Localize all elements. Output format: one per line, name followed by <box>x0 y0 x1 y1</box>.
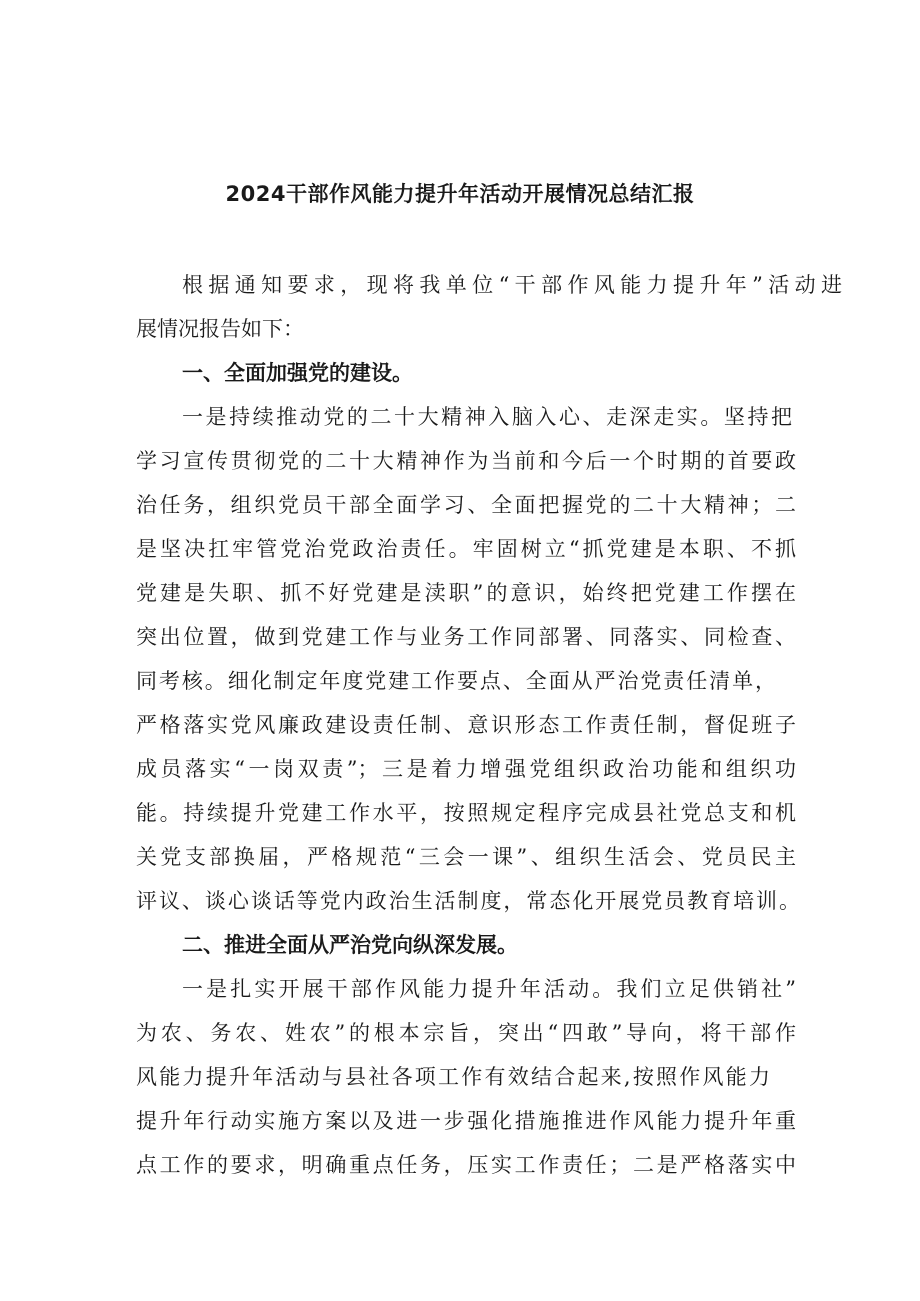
section-heading-2: 二、推进全面从严治党向纵深发展。 <box>182 933 518 957</box>
section-heading-1: 一、全面加强党的建设。 <box>182 361 413 385</box>
paragraph-line: 一是持续推动党的二十大精神入脑入心、走深走实。坚持把 <box>182 405 792 429</box>
intro-line: 根据通知要求，现将我单位“干部作风能力提升年”活动进 <box>182 273 842 297</box>
paragraph-line: 学习宣传贯彻党的二十大精神作为当前和今后一个时期的首要政 <box>136 449 796 473</box>
paragraph-line: 是坚决扛牢管党治党政治责任。牢固树立“抓党建是本职、不抓 <box>136 537 796 561</box>
paragraph-line: 关党支部换届，严格规范“三会一课”、组织生活会、党员民主 <box>136 845 796 869</box>
paragraph-line: 同考核。细化制定年度党建工作要点、全面从严治党责任清单， <box>136 669 776 693</box>
paragraph-line: 风能力提升年活动与县社各项工作有效结合起来,按照作风能力 <box>136 1065 770 1089</box>
paragraph-line: 党建是失职、抓不好党建是渎职”的意识，始终把党建工作摆在 <box>136 581 796 605</box>
paragraph-line: 严格落实党风廉政建设责任制、意识形态工作责任制，督促班子 <box>136 713 796 737</box>
document-title: 2024干部作风能力提升年活动开展情况总结汇报 <box>225 182 695 206</box>
paragraph-line: 评议、谈心谈话等党内政治生活制度，常态化开展党员教育培训。 <box>136 889 800 913</box>
paragraph-line: 能。持续提升党建工作水平，按照规定程序完成县社党总支和机 <box>136 801 796 825</box>
paragraph-line: 治任务，组织党员干部全面学习、全面把握党的二十大精神；二 <box>136 493 796 517</box>
intro-line: 展情况报告如下： <box>136 317 304 341</box>
paragraph-line: 成员落实“一岗双责”；三是着力增强党组织政治功能和组织功 <box>136 757 796 781</box>
paragraph-line: 点工作的要求，明确重点任务，压实工作责任；二是严格落实中 <box>136 1153 796 1177</box>
paragraph-line: 突出位置，做到党建工作与业务工作同部署、同落实、同检查、 <box>136 625 796 649</box>
paragraph-line: 一是扎实开展干部作风能力提升年活动。我们立足供销社” <box>182 977 796 1001</box>
paragraph-line: 提升年行动实施方案以及进一步强化措施推进作风能力提升年重 <box>136 1109 796 1133</box>
paragraph-line: 为农、务农、姓农”的根本宗旨，突出“四敢”导向，将干部作 <box>136 1021 796 1045</box>
